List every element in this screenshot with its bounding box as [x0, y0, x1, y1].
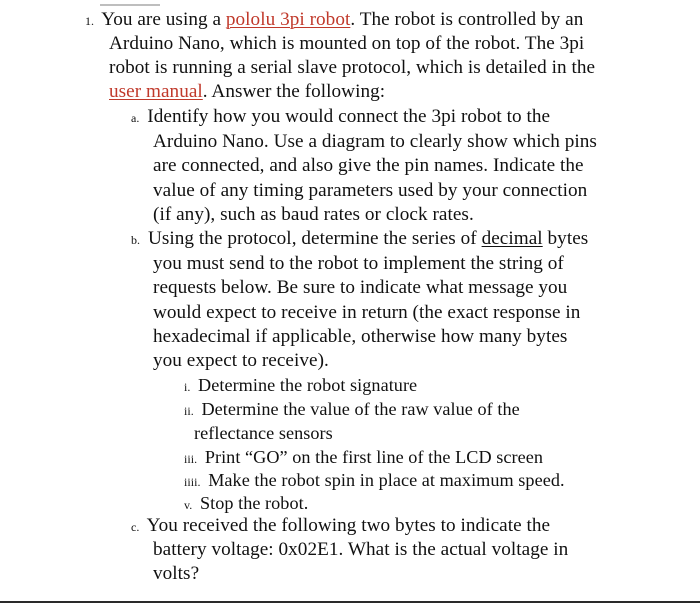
sub-item-marker: ii.: [184, 404, 194, 418]
bottom-divider: [0, 601, 700, 603]
part-b-text: bytes: [542, 228, 589, 249]
part-a-line-4: value of any timing parameters used by your connection: [153, 180, 588, 201]
question-line-3: robot is running a serial slave protocol, which is detailed in the: [109, 57, 596, 78]
sub-item-ii-continued: reflectance sensors: [194, 423, 333, 443]
part-b-marker: b.: [131, 233, 141, 247]
sub-item-marker: iii.: [184, 452, 198, 466]
sub-item-text: Determine the robot signature: [198, 375, 418, 395]
question-text: . The robot is controlled by an: [350, 9, 584, 30]
question-text: . Answer the following:: [202, 81, 386, 102]
sub-item-ii: [184, 397, 520, 423]
part-b-text: Using the protocol, determine the series of: [147, 228, 482, 249]
user-manual-link[interactable]: user manual: [109, 81, 203, 102]
part-c-marker: c.: [131, 520, 140, 534]
part-c-line-2: battery voltage: 0x02E1. What is the actual voltage in: [153, 539, 569, 560]
decimal-underlined: decimal: [481, 228, 543, 249]
sub-item-marker: iiii.: [184, 475, 201, 489]
sub-item-i: [184, 373, 417, 399]
sub-item-marker: v.: [184, 498, 193, 512]
part-a-line-1: [131, 105, 550, 130]
part-c-text: You received the following two bytes to indicate the: [146, 515, 551, 536]
sub-item-text: Stop the robot.: [199, 493, 309, 513]
part-a-line-3: are connected, and also give the pin names. Indicate the: [153, 155, 584, 176]
part-b-line-1: [131, 227, 588, 252]
question-line-4: [109, 80, 385, 104]
part-a-text: Identify how you would connect the 3pi robot to the: [147, 106, 551, 127]
question-text: You are using a: [101, 9, 226, 30]
question-line-1: [85, 8, 583, 33]
sub-item-text: Print “GO” on the first line of the LCD screen: [204, 447, 543, 467]
part-b-line-6: you expect to receive).: [153, 350, 329, 371]
sub-item-text: Make the robot spin in place at maximum speed.: [208, 470, 565, 490]
part-a-line-5: (if any), such as baud rates or clock rates.: [153, 204, 474, 225]
part-b-line-3: requests below. Be sure to indicate what message you: [153, 277, 568, 298]
part-b-line-2: you must send to the robot to implement the string of: [153, 253, 564, 274]
pololu-3pi-robot-link[interactable]: pololu 3pi robot: [225, 9, 351, 30]
part-b-line-4: would expect to receive in return (the exact response in: [153, 302, 581, 323]
part-a-line-2: Arduino Nano. Use a diagram to clearly show which pins: [153, 131, 597, 152]
part-c-line-3: volts?: [153, 563, 200, 584]
sub-item-marker: i.: [184, 380, 191, 394]
question-number: 1.: [85, 14, 95, 28]
part-c-line-1: [131, 514, 550, 539]
part-b-line-5: hexadecimal if applicable, otherwise how many bytes: [153, 326, 568, 347]
sub-item-text: Determine the value of the raw value of the: [201, 399, 520, 419]
part-a-marker: a.: [131, 111, 140, 125]
question-line-2: Arduino Nano, which is mounted on top of the robot. The 3pi: [109, 33, 585, 54]
cropped-top-edge: [0, 0, 700, 6]
